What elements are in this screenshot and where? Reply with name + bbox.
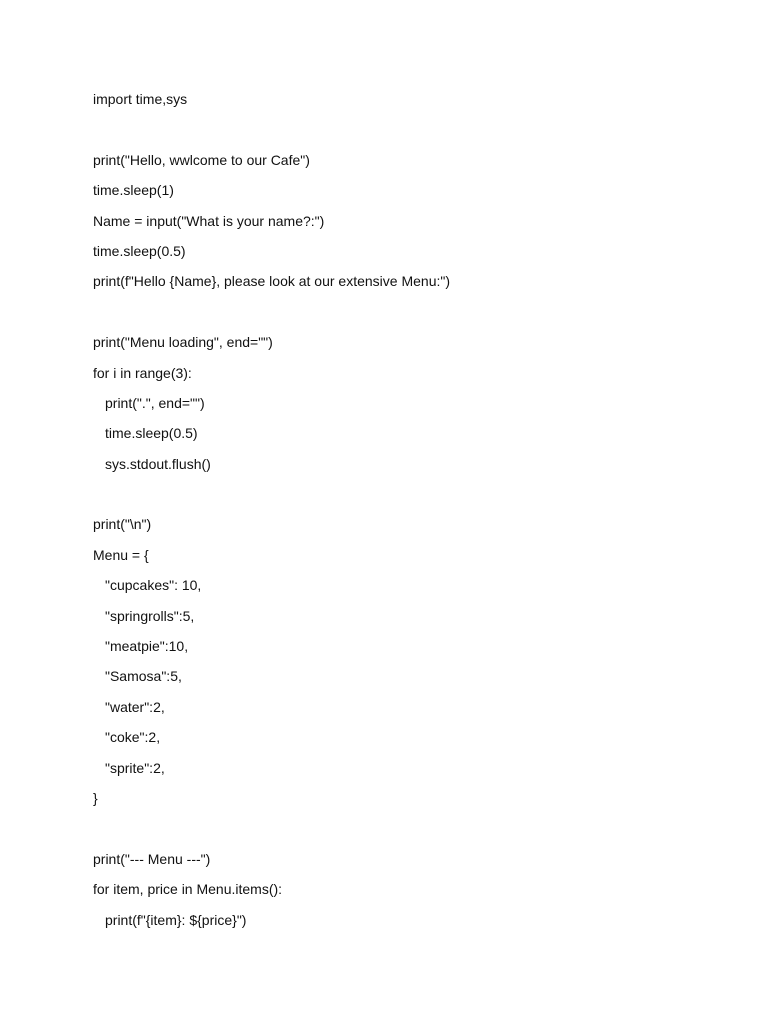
code-line: import time,sys [93,91,188,107]
blank-line [93,479,713,509]
code-line-indented: "cupcakes": 10, [105,577,202,594]
code-line: print("Menu loading", end="") [93,334,273,351]
code-line: print("Hello, wwlcome to our Cafe") [93,151,310,168]
code-line: time.sleep(1) [93,182,174,199]
code-line: for i in range(3): [93,364,192,381]
code-line-indented: print(".", end="") [105,394,205,411]
code-line: time.sleep(0.5) [93,242,186,259]
code-line: Name = input("What is your name?:") [93,212,325,229]
code-line-indented: "water":2, [105,698,165,715]
code-line-indented: "Samosa":5, [105,668,182,685]
code-line: Menu = { [93,546,149,563]
code-line-indented: "coke":2, [105,729,161,746]
blank-line [93,297,713,327]
code-line: print("--- Menu ---") [93,850,211,867]
code-line: print("\n") [93,516,152,533]
code-line-indented: "springrolls":5, [105,607,195,624]
code-line: } [93,789,98,806]
blank-line [93,813,713,843]
code-line: print(f"Hello {Name}, please look at our extensive Menu:") [93,273,451,290]
code-line-indented: sys.stdout.flush() [105,455,211,472]
code-line-indented: time.sleep(0.5) [105,425,198,442]
code-document-body [93,84,713,935]
code-line-indented: "meatpie":10, [105,638,189,655]
blank-line [93,114,713,144]
code-line-indented: print(f"{item}: ${price}") [105,911,247,928]
code-line-indented: "sprite":2, [105,759,165,776]
code-line: for item, price in Menu.items(): [93,881,283,898]
